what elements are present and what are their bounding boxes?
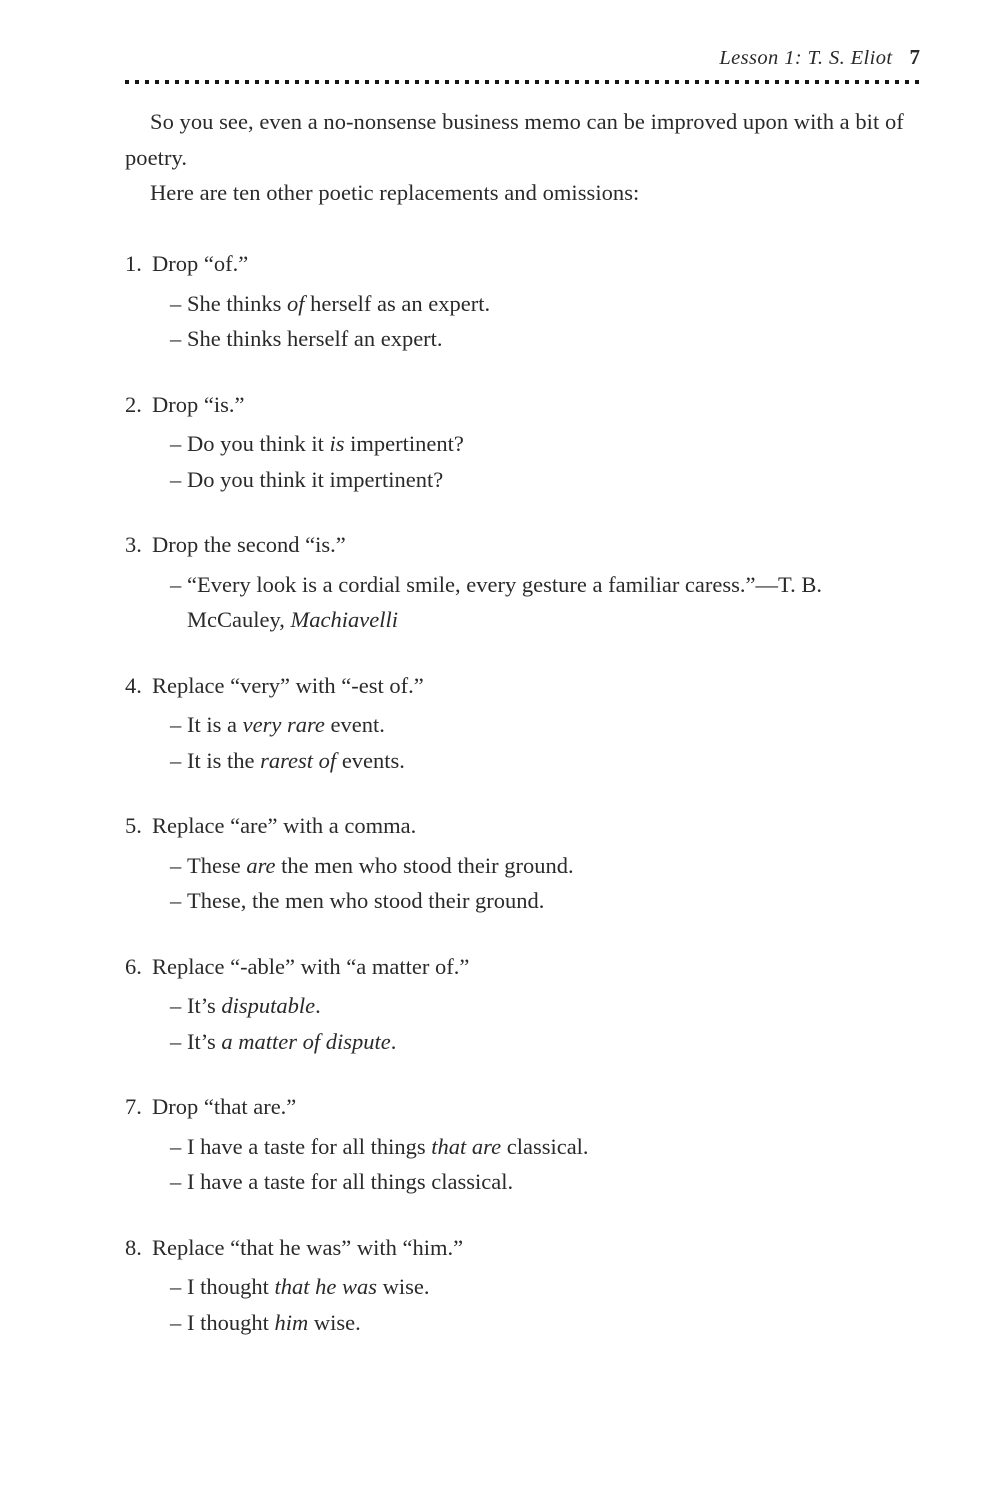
- en-dash-bullet: –: [170, 1028, 182, 1054]
- example-text-before: She thinks: [187, 290, 288, 316]
- en-dash-bullet: –: [170, 993, 182, 1018]
- en-dash-bullet: –: [170, 290, 182, 316]
- example-emphasis: disputable: [221, 993, 316, 1018]
- example-text-before: Do you think it impertinent?: [187, 466, 444, 492]
- rule-examples: [125, 567, 925, 638]
- rule-heading-text: Drop “of.”: [152, 251, 249, 276]
- rule-heading: [125, 949, 925, 985]
- en-dash-bullet: –: [170, 712, 182, 737]
- example-text-before: I have a taste for all things: [187, 1133, 432, 1159]
- rule-example: [125, 321, 925, 357]
- rule-example: [125, 988, 925, 1024]
- example-emphasis: Machiavelli: [290, 607, 398, 632]
- rule-example: [125, 426, 925, 462]
- example-emphasis: a matter of dispute: [221, 1028, 391, 1054]
- example-emphasis: are: [246, 852, 276, 878]
- rule-item: [125, 808, 925, 919]
- paragraph-intro: So you see, even a no-nonsense business memo can be improved upon with a bit of poetry.: [125, 109, 904, 170]
- rule-example: [125, 1269, 925, 1305]
- example-text-before: These, the men who stood their ground.: [187, 888, 545, 913]
- rule-heading: [125, 808, 925, 844]
- rule-example: [125, 848, 925, 884]
- rule-number: 5.: [125, 813, 142, 838]
- example-text-after: .: [390, 1028, 397, 1054]
- rule-examples: [125, 707, 925, 778]
- rule-example: [125, 883, 925, 919]
- rule-example: [125, 707, 925, 743]
- rule-example: [125, 462, 925, 498]
- rule-heading-text: Replace “are” with a comma.: [152, 813, 417, 838]
- rule-heading-text: Replace “very” with “-est of.”: [152, 672, 424, 698]
- en-dash-bullet: –: [170, 1133, 182, 1159]
- rule-heading: [125, 527, 925, 563]
- page-number: 7: [909, 45, 920, 69]
- rule-item: [125, 387, 925, 498]
- rule-item: [125, 527, 925, 638]
- example-emphasis: very rare: [242, 712, 325, 737]
- example-text-after: wise.: [377, 1274, 430, 1299]
- rule-examples: [125, 286, 925, 357]
- example-text-before: I have a taste for all things classical.: [187, 1169, 514, 1194]
- rule-heading-text: Drop “that are.”: [152, 1094, 297, 1119]
- paragraph-lead-in: Here are ten other poetic replacements and omissions:: [150, 180, 640, 205]
- example-emphasis: him: [274, 1309, 309, 1335]
- rule-heading: [125, 1089, 925, 1125]
- example-emphasis: that he was: [274, 1274, 378, 1299]
- rule-example: [125, 1024, 925, 1060]
- rule-examples: [125, 1129, 925, 1200]
- rule-heading-text: Drop “is.”: [152, 391, 245, 417]
- example-text-after: classical.: [501, 1133, 589, 1159]
- en-dash-bullet: –: [170, 466, 182, 492]
- example-text-before: I thought: [187, 1309, 275, 1335]
- rule-item: [125, 246, 925, 357]
- rule-item: [125, 1230, 925, 1341]
- rule-item: [125, 668, 925, 779]
- example-text-before: It’s: [187, 993, 222, 1018]
- rule-example: [125, 1305, 925, 1341]
- example-text-before: Do you think it: [187, 431, 330, 456]
- en-dash-bullet: –: [170, 1274, 182, 1299]
- example-text-after: events.: [336, 747, 405, 773]
- example-text-before: She thinks herself an expert.: [187, 326, 443, 351]
- rule-heading-text: Replace “-able” with “a matter of.”: [152, 953, 470, 979]
- en-dash-bullet: –: [170, 571, 182, 597]
- example-text-after: .: [315, 993, 321, 1018]
- en-dash-bullet: –: [170, 852, 182, 878]
- example-text-before: It’s: [187, 1028, 222, 1054]
- rule-heading-text: Replace “that he was” with “him.”: [152, 1234, 464, 1260]
- rule-item: [125, 949, 925, 1060]
- rule-examples: [125, 988, 925, 1059]
- rule-example: [125, 1129, 925, 1165]
- example-text-after: the men who stood their ground.: [275, 852, 574, 878]
- body-text-block: [125, 104, 922, 211]
- rule-heading: [125, 387, 925, 423]
- example-text-after: event.: [324, 712, 385, 737]
- rule-number: 1.: [125, 251, 142, 276]
- rule-examples: [125, 426, 925, 497]
- en-dash-bullet: –: [170, 888, 182, 913]
- rule-heading: [125, 246, 925, 282]
- example-text-before: It is a: [187, 712, 243, 737]
- rule-number: 4.: [125, 672, 142, 698]
- en-dash-bullet: –: [170, 747, 182, 773]
- example-text-before: These: [187, 852, 247, 878]
- example-emphasis: rarest of: [260, 747, 337, 773]
- rule-examples: [125, 848, 925, 919]
- running-head: [125, 44, 920, 71]
- en-dash-bullet: –: [170, 1169, 182, 1194]
- example-text-before: I thought: [187, 1274, 275, 1299]
- numbered-rules-list: [125, 246, 925, 1340]
- rule-item: [125, 1089, 925, 1200]
- rule-number: 7.: [125, 1094, 142, 1119]
- example-emphasis: of: [287, 290, 305, 316]
- example-text-after: impertinent?: [344, 431, 464, 456]
- rule-heading-text: Drop the second “is.”: [152, 532, 346, 557]
- rule-example: [125, 1164, 925, 1200]
- en-dash-bullet: –: [170, 431, 182, 456]
- dotted-rule-divider: [125, 79, 920, 85]
- running-head-title: Lesson 1: T. S. Eliot: [719, 47, 893, 69]
- rule-number: 6.: [125, 953, 142, 979]
- rule-example: [125, 567, 925, 638]
- rule-heading: [125, 668, 925, 704]
- rule-number: 2.: [125, 391, 142, 417]
- example-emphasis: is: [329, 431, 345, 456]
- rule-examples: [125, 1269, 925, 1340]
- rule-example: [125, 743, 925, 779]
- en-dash-bullet: –: [170, 326, 182, 351]
- example-text-after: herself as an expert.: [304, 290, 491, 316]
- rule-number: 3.: [125, 532, 142, 557]
- rule-number: 8.: [125, 1234, 142, 1260]
- example-text-before: It is the: [187, 747, 261, 773]
- example-text-before: “Every look is a cordial smile, every gesture a familiar caress.”—T. B. McCauley,: [187, 571, 822, 632]
- example-emphasis: that are: [431, 1133, 502, 1159]
- rule-heading: [125, 1230, 925, 1266]
- rule-example: [125, 286, 925, 322]
- example-text-after: wise.: [308, 1309, 361, 1335]
- en-dash-bullet: –: [170, 1309, 182, 1335]
